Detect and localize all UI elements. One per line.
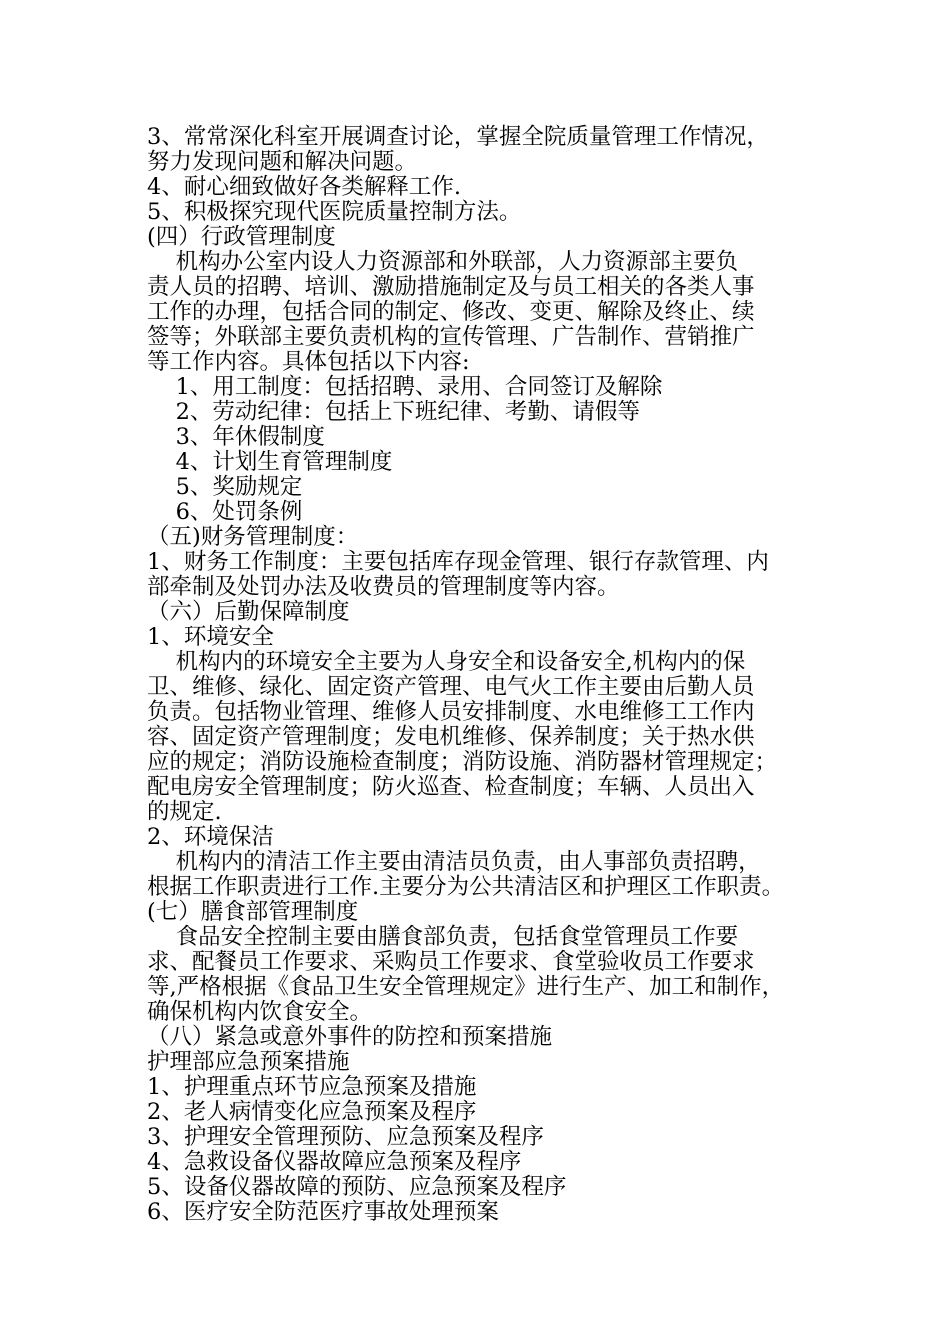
- text-line: 机构内的清洁工作主要由清洁员负责，由人事部负责招聘，: [147, 849, 761, 875]
- list-item: 3、护理安全管理预防、应急预案及程序: [147, 1124, 544, 1150]
- list-item: 5、奖励规定: [147, 474, 303, 500]
- list-item: 3、年休假制度: [147, 424, 325, 450]
- list-item: 1、护理重点环节应急预案及措施: [147, 1074, 477, 1100]
- text-line: 根据工作职责进行工作.主要分为公共清洁区和护理区工作职责。: [147, 874, 785, 900]
- text-line: 等,严格根据《食品卫生安全管理规定》进行生产、加工和制作，: [147, 974, 785, 1000]
- text-line: 签等；外联部主要负责机构的宣传管理、广告制作、营销推广: [147, 324, 755, 350]
- subsection-heading: 护理部应急预案措施: [147, 1049, 350, 1075]
- list-item: 2、老人病情变化应急预案及程序: [147, 1099, 477, 1125]
- text-line: 工作的办理，包括合同的制定、修改、变更、解除及终止、续: [147, 299, 755, 325]
- list-item: 4、急救设备仪器故障应急预案及程序: [147, 1149, 522, 1175]
- text-line: 部牵制及处罚办法及收费员的管理制度等内容。: [147, 574, 620, 600]
- text-line: 食品安全控制主要由膳食部负责，包括食堂管理员工作要: [147, 924, 739, 950]
- section-heading: (七）膳食部管理制度: [147, 899, 359, 925]
- text-line: 应的规定；消防设施检查制度；消防设施、消防器材管理规定；: [147, 749, 778, 775]
- list-item: 6、处罚条例: [147, 499, 303, 525]
- subsection-heading: 2、环境保洁: [147, 824, 274, 850]
- list-item: 6、医疗安全防范医疗事故处理预案: [147, 1199, 499, 1225]
- text-line: 5、积极探究现代医院质量控制方法。: [147, 199, 522, 225]
- text-line: 的规定.: [147, 799, 222, 825]
- text-line: 3、常常深化科室开展调查讨论，掌握全院质量管理工作情况，: [147, 124, 769, 150]
- text-line: 4、耐心细致做好各类解释工作.: [147, 174, 461, 200]
- text-line: 努力发现问题和解决问题。: [147, 149, 418, 175]
- text-line: 确保机构内饮食安全。: [147, 999, 373, 1025]
- list-item: 5、设备仪器故障的预防、应急预案及程序: [147, 1174, 567, 1200]
- section-heading: （五)财务管理制度：: [147, 524, 359, 550]
- section-heading: （六）后勤保障制度: [147, 599, 350, 625]
- text-line: 1、财务工作制度：主要包括库存现金管理、银行存款管理、内: [147, 549, 769, 575]
- text-line: 求、配餐员工作要求、采购员工作要求、食堂验收员工作要求: [147, 949, 755, 975]
- section-heading: （八）紧急或意外事件的防控和预案措施: [147, 1024, 553, 1050]
- list-item: 4、计划生育管理制度: [147, 449, 393, 475]
- text-line: 配电房安全管理制度；防火巡查、检查制度；车辆、人员出入: [147, 774, 755, 800]
- text-line: 卫、维修、绿化、固定资产管理、电气火工作主要由后勤人员: [147, 674, 755, 700]
- text-line: 容、固定资产管理制度；发电机维修、保养制度；关于热水供: [147, 724, 755, 750]
- text-line: 责人员的招聘、培训、激励措施制定及与员工相关的各类人事: [147, 274, 755, 300]
- text-line: 等工作内容。具体包括以下内容:: [147, 349, 470, 375]
- text-line: 机构内的环境安全主要为人身安全和设备安全,机构内的保: [147, 649, 746, 675]
- list-item: 1、用工制度：包括招聘、录用、合同签订及解除: [147, 374, 663, 400]
- subsection-heading: 1、环境安全: [147, 624, 274, 650]
- text-line: 负责。包括物业管理、维修人员安排制度、水电维修工工作内: [147, 699, 755, 725]
- list-item: 2、劳动纪律：包括上下班纪律、考勤、请假等: [147, 399, 640, 425]
- section-heading: (四）行政管理制度: [147, 224, 336, 250]
- text-line: 机构办公室内设人力资源部和外联部，人力资源部主要负: [147, 249, 739, 275]
